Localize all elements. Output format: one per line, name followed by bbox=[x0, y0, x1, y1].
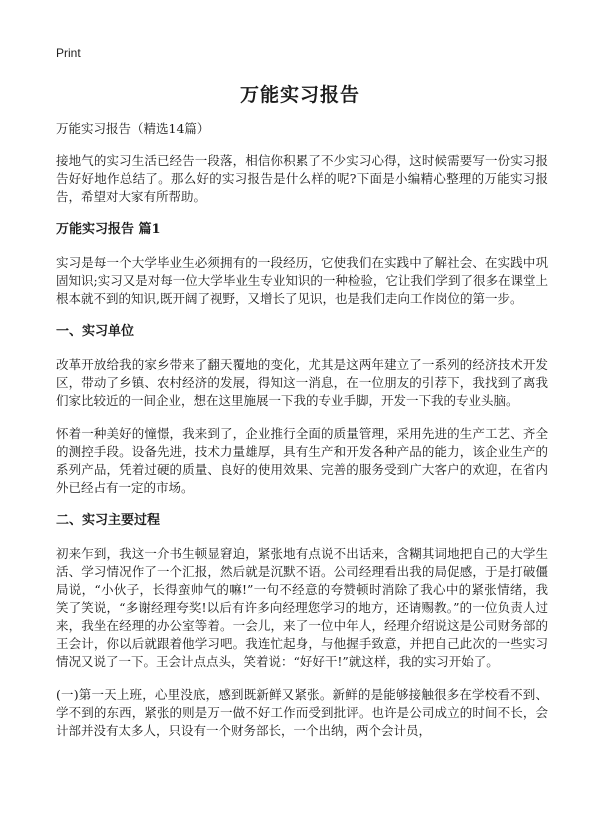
print-link[interactable]: Print bbox=[56, 46, 81, 60]
document-subtitle: 万能实习报告（精选14篇） bbox=[56, 121, 210, 136]
paragraph-2: 改革开放给我的家乡带来了翻天覆地的变化，尤其是这两年建立了一系列的经济技术开发区，带动了乡镇、农村经济的发展，得知这一消息，在一位朋友的引荐下，我找到了离我们家比较近的一间企业，想在这里施展一下我的专业手脚，开发一下我的专业头脑。 bbox=[56, 357, 548, 408]
paragraph-1: 实习是每一个大学毕业生必须拥有的一段经历，它使我们在实践中了解社会、在实践中巩固知识;实习又是对每一位大学毕业生专业知识的一种检验，它让我们学到了很多在课堂上根本就不到的知识,既开阔了视野，又增长了见识，也是我们走向工作岗位的第一步。 bbox=[56, 255, 548, 306]
heading-internship-unit: 一、实习单位 bbox=[56, 324, 135, 339]
paragraph-5: (一)第一天上班，心里没底，感到既新鲜又紧张。新鲜的是能够接触很多在学校看不到、学不到的东西，紧张的则是万一做不好工作而受到批评。也许是公司成立的时间不长，会计部并没有太多人，只设有一个财务部长，一个出纳，两个会计员， bbox=[56, 687, 548, 738]
section-title: 万能实习报告 篇1 bbox=[56, 222, 161, 237]
document-title: 万能实习报告 bbox=[239, 84, 360, 106]
intro-paragraph: 接地气的实习生活已经告一段落，相信你积累了不少实习心得，这时候需要写一份实习报告好好地作总结了。那么好的实习报告是什么样的呢?下面是小编精心整理的万能实习报告，希望对大家有所帮助。 bbox=[56, 153, 548, 204]
paragraph-3: 怀着一种美好的憧憬，我来到了，企业推行全面的质量管理，采用先进的生产工艺、齐全的测控手段。设备先进，技术力量雄厚，具有生产和开发各种产品的能力，该企业生产的系列产品，凭着过硬的质量、良好的使用效果、完善的服务受到广大客户的欢迎，在省内外已经占有一定的市场。 bbox=[56, 426, 548, 495]
heading-main-process: 二、实习主要过程 bbox=[56, 513, 161, 528]
document-body bbox=[56, 120, 548, 755]
paragraph-4: 初来乍到，我这一介书生顿显窘迫，紧张地有点说不出话来，含糊其词地把自己的大学生活、学习情况作了一个汇报，然后就是沉默不语。公司经理看出我的局促感，于是打破僵局说，“小伙子，长得蛮帅气的嘛!”一句不经意的夸赞顿时消除了我心中的紧张情绪，我笑了笑说，“多谢经理夸奖!以后有许多向经理您学习的地方，还请赐教。”的一位负责人过来，我坐在经理的办公室等着。一会儿，来了一位中年人，经理介绍说这是公司财务部的王会计，你以后就跟着他学习吧。我连忙起身，与他握手致意，并把自己此次的一些实习情况又说了一下。王会计点点头，笑着说：“好好干!”就这样，我的实习开始了。 bbox=[56, 546, 548, 669]
